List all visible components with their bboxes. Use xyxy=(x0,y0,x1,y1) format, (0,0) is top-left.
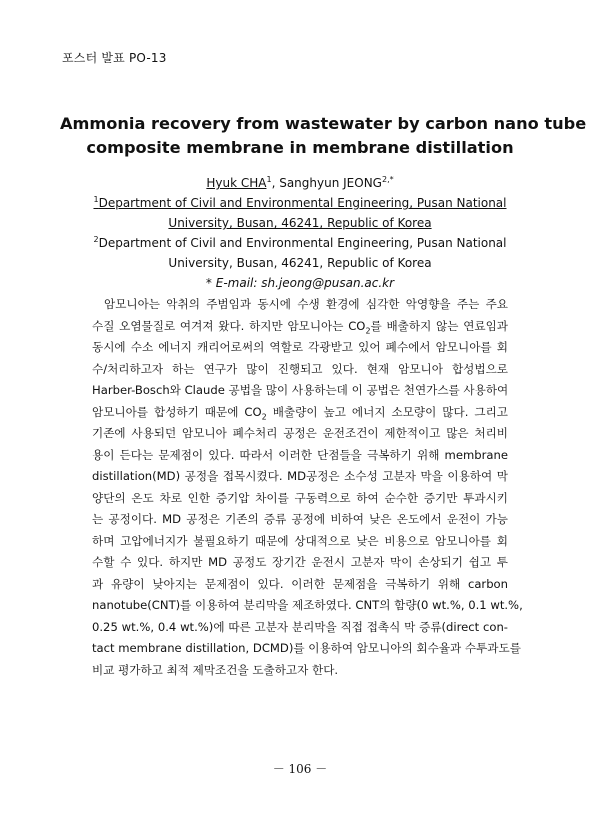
abstract-line: 양단의 온도 차로 인한 증기압 차이를 구동력으로 하여 순수한 증기만 투과시키 xyxy=(92,490,508,505)
affiliation-text: Department of Civil and Environmental Engineering, Pusan National xyxy=(98,236,507,250)
session-header: 포스터 발표 PO-13 xyxy=(62,51,167,65)
title-line: composite membrane in membrane distillation xyxy=(86,138,514,157)
abstract-line: 수할 수 있다. 하지만 MD 공정도 장기간 운전시 고분자 막이 손상되기 쉽고 투 xyxy=(92,555,508,569)
affiliation-line xyxy=(60,253,540,273)
author-name: Sanghyun JEONG xyxy=(279,176,382,190)
abstract-line: Harber-Bosch와 Claude 공법을 많이 사용하는데 이 공법은 천연가스를 사용하여 xyxy=(92,383,509,397)
page-number: － 106 － xyxy=(272,762,328,776)
abstract-line: 수질 오염물질로 여겨져 왔다. 하지만 암모니아는 $CO_2$를 배출하지 않는 연료임과 xyxy=(92,318,508,335)
author-affil-marker: 1 xyxy=(266,175,272,184)
abstract-line: tact membrane distillation, DCMD)를 이용하여 암모니아의 회수율과 수투과도를 xyxy=(92,641,521,655)
abstract-line: 비교 평가하고 최적 제막조건을 도출하고자 한다. xyxy=(92,662,339,677)
affiliation-text: University, Busan, 46241, Republic of Korea xyxy=(168,216,432,230)
affiliation-line xyxy=(60,213,540,233)
author-affil-marker: 2,* xyxy=(381,175,394,184)
abstract-line: 동시에 수소 에너지 캐리어로써의 역할로 각광받고 있어 폐수에서 암모니아를 회 xyxy=(92,340,508,354)
email-line: * E-mail: sh.jeong@pusan.ac.kr xyxy=(205,276,395,290)
abstract-body xyxy=(92,294,523,681)
abstract-line: 암모니아는 악취의 주범임과 동시에 수생 환경에 심각한 악영향을 주는 주요 xyxy=(104,297,508,311)
author-name: Hyuk CHA xyxy=(206,176,267,190)
author-block xyxy=(60,173,540,293)
abstract-line: 는 공정이다. MD 공정은 기존의 증류 공정에 비하여 낮은 온도에서 운전이 가능 xyxy=(92,512,508,526)
abstract-line: distillation(MD) 공정을 접목시켰다. MD공정은 소수성 고분자 막을 이용하여 막 xyxy=(92,469,508,483)
author-separator: , xyxy=(271,176,280,190)
paper-title xyxy=(60,112,587,160)
abstract-line: 0.25 wt.%, 0.4 wt.%)에 따른 고분자 분리막을 직접 접촉식 막 증류(direct con- xyxy=(92,619,508,634)
abstract-line: nanotube(CNT)를 이용하여 분리막을 제조하였다. CNT의 함량(0 wt.%, 0.1 wt.%, xyxy=(92,598,523,612)
affiliation-text: University, Busan, 46241, Republic of Korea xyxy=(168,256,432,270)
abstract-line: 용이 든다는 문제점이 있다. 따라서 이러한 단점들을 극복하기 위해 membrane xyxy=(92,447,508,462)
abstract-line: 과 유량이 낮아지는 문제점이 있다. 이러한 문제점을 극복하기 위해 carbon xyxy=(92,576,508,591)
abstract-line: 수/처리하고자 하는 연구가 많이 진행되고 있다. 현재 암모니아 합성법으로 xyxy=(92,361,508,376)
affiliation-line xyxy=(60,193,540,213)
abstract-line: 암모니아를 합성하기 때문에 $CO_2$ 배출량이 높고 에너지 소모량이 많다. 그리고 xyxy=(92,404,508,421)
affil-marker: 2 xyxy=(93,235,99,244)
affiliation-line xyxy=(60,233,540,253)
author-line xyxy=(60,173,540,193)
abstract-line: 하며 고압에너지가 불필요하기 때문에 상대적으로 낮은 비용으로 암모니아를 회 xyxy=(92,533,508,548)
affiliation-text: Department of Civil and Environmental Engineering, Pusan National xyxy=(98,196,507,210)
abstract-line: 기존에 사용되던 암모니아 폐수처리 공정은 운전조건이 제한적이고 많은 처리비 xyxy=(92,426,508,440)
affil-marker: 1 xyxy=(93,195,99,204)
title-line: Ammonia recovery from wastewater by carbon nano tube xyxy=(60,114,587,133)
